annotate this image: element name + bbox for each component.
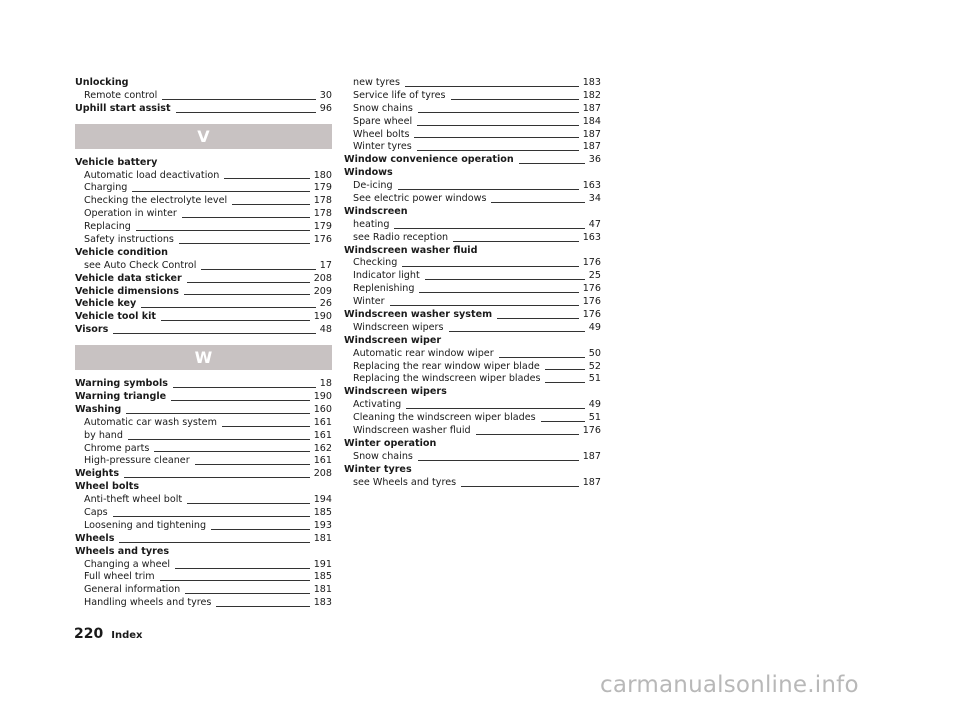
index-entry-sub [344, 90, 601, 103]
leader-line [160, 580, 310, 581]
leader-line [162, 99, 315, 100]
entry-page-number: 49 [588, 399, 601, 411]
leader-line [419, 292, 578, 293]
entry-label: De-icing [353, 180, 393, 192]
page-number: 220 [74, 626, 104, 642]
leader-line [173, 387, 316, 388]
entry-page-number: 161 [313, 416, 332, 428]
index-entry-sub [344, 412, 601, 425]
leader-line [449, 331, 585, 332]
index-entry-sub [344, 373, 601, 386]
index-entry-sub [75, 507, 332, 520]
entry-page-number: 176 [582, 283, 601, 295]
entry-page-number: 49 [588, 321, 601, 333]
leader-line [136, 230, 310, 231]
entry-page-number: 185 [313, 571, 332, 583]
entry-page-number: 163 [582, 180, 601, 192]
index-entry-sub [344, 451, 601, 464]
entry-page-number: 184 [582, 115, 601, 127]
entry-page-number: 181 [313, 532, 332, 544]
entry-label: Vehicle tool kit [75, 311, 156, 323]
entry-page-number: 26 [319, 298, 332, 310]
entry-label: Vehicle key [75, 298, 137, 310]
leader-line [132, 191, 309, 192]
leader-line [417, 125, 579, 126]
index-entry-sub [344, 348, 601, 361]
entry-label: see Radio reception [353, 231, 449, 243]
entry-label: Warning triangle [75, 391, 167, 403]
leader-line [394, 228, 584, 229]
leader-line [216, 606, 309, 607]
section-letter-band: W [75, 345, 332, 370]
entry-page-number: 161 [313, 455, 332, 467]
entry-page-number: 180 [313, 169, 332, 181]
index-heading: Windscreen wiper [344, 334, 442, 346]
entry-page-number: 96 [319, 102, 332, 114]
leader-line [425, 279, 585, 280]
leader-line [179, 243, 310, 244]
index-heading: Winter operation [344, 437, 437, 449]
index-heading: Wheels and tyres [75, 545, 170, 557]
section-letter-band: V [75, 124, 332, 149]
leader-line [406, 408, 585, 409]
index-entry-sub [75, 430, 332, 443]
entry-label: heating [353, 218, 390, 230]
entry-label: Indicator light [353, 270, 420, 282]
entry-label: Window convenience operation [344, 154, 514, 166]
leader-line [182, 217, 310, 218]
entry-label: Chrome parts [84, 442, 150, 454]
entry-page-number: 187 [582, 476, 601, 488]
leader-line [405, 86, 579, 87]
index-entry-sub [75, 90, 332, 103]
index-entry-main [344, 309, 601, 322]
index-entry-sub [344, 193, 601, 206]
leader-line [398, 189, 579, 190]
entry-label: Wheels [75, 532, 115, 544]
leader-line [187, 503, 310, 504]
index-entry-main [75, 324, 332, 337]
index-entry-main [75, 311, 332, 324]
entry-page-number: 48 [319, 324, 332, 336]
entry-label: Replacing the rear window wiper blade [353, 360, 540, 372]
index-entry-sub [75, 584, 332, 597]
index-entry-sub [344, 283, 601, 296]
index-entry-sub [344, 77, 601, 90]
index-entry-sub [75, 520, 332, 533]
leader-line [124, 477, 310, 478]
entry-page-number: 34 [588, 193, 601, 204]
entry-label: Loosening and tightening [84, 519, 207, 531]
index-entry-sub [344, 425, 601, 438]
entry-page-number: 17 [319, 259, 332, 271]
entry-page-number: 163 [582, 231, 601, 243]
index-entry-sub [344, 296, 601, 309]
index-heading: Windscreen washer fluid [344, 244, 478, 256]
entry-label: High-pressure cleaner [84, 455, 190, 467]
index-heading: Winter tyres [344, 463, 412, 475]
entry-page-number: 36 [588, 154, 601, 166]
index-entry-main [75, 298, 332, 311]
entry-label: Windscreen washer fluid [353, 425, 471, 437]
index-entry-sub [75, 208, 332, 221]
entry-label: Replacing [84, 221, 131, 233]
entry-label: Spare wheel [353, 115, 413, 127]
entry-label: Remote control [84, 89, 158, 101]
entry-label: Full wheel trim [84, 571, 155, 583]
entry-page-number: 18 [319, 378, 332, 390]
index-entry-sub [344, 180, 601, 193]
entry-label: Snow chains [353, 450, 413, 462]
index-heading: Windscreen wipers [344, 386, 447, 398]
leader-line [545, 382, 584, 383]
leader-line [126, 413, 309, 414]
entry-page-number: 191 [313, 558, 332, 570]
leader-line [461, 486, 579, 487]
entry-page-number: 51 [588, 412, 601, 424]
entry-page-number: 176 [582, 296, 601, 308]
entry-label: Automatic load deactivation [84, 169, 220, 181]
index-entry-sub [75, 455, 332, 468]
leader-line [232, 204, 310, 205]
entry-label: Checking [353, 257, 398, 269]
entry-label: General information [84, 584, 181, 596]
entry-page-number: 51 [588, 373, 601, 385]
index-entry-sub [344, 129, 601, 142]
index-entry-main [75, 273, 332, 286]
index-heading: Vehicle condition [75, 246, 168, 258]
index-entry-sub [75, 494, 332, 507]
entry-label: Checking the electrolyte level [84, 195, 228, 207]
entry-label: Service life of tyres [353, 89, 446, 101]
index-entry-sub [75, 195, 332, 208]
entry-page-number: 187 [582, 102, 601, 114]
index-entry-main [75, 404, 332, 417]
entry-page-number: 178 [313, 208, 332, 220]
index-entry-sub [344, 361, 601, 374]
entry-page-number: 190 [313, 311, 332, 323]
entry-label: new tyres [353, 76, 400, 88]
entry-label: Activating [353, 399, 402, 411]
index-entry-main [344, 154, 601, 167]
index-entry-main [75, 468, 332, 481]
leader-line [418, 112, 579, 113]
index-entry-sub [75, 572, 332, 585]
index-entry-sub [75, 559, 332, 572]
leader-line [113, 333, 315, 334]
leader-line [141, 307, 316, 308]
leader-line [545, 369, 585, 370]
leader-line [201, 269, 315, 270]
entry-label: Operation in winter [84, 208, 177, 220]
entry-page-number: 179 [313, 182, 332, 194]
page-footer [74, 626, 142, 646]
entry-page-number: 176 [582, 309, 601, 321]
leader-line [476, 434, 579, 435]
entry-label: Safety instructions [84, 234, 174, 245]
index-entry-sub [344, 257, 601, 270]
leader-line [390, 305, 579, 306]
entry-label: Washing [75, 403, 122, 415]
entry-page-number: 182 [582, 89, 601, 101]
entry-label: see Wheels and tyres [353, 476, 457, 488]
watermark-text: carmanualsonline.info [600, 672, 859, 698]
leader-line [224, 178, 309, 179]
index-entry-main [75, 378, 332, 391]
index-entry-sub [75, 182, 332, 195]
entry-label: Replacing the windscreen wiper blades [353, 373, 541, 385]
entry-label: Automatic car wash system [84, 416, 217, 428]
entry-label: Warning symbols [75, 378, 169, 390]
entry-page-number: 183 [313, 597, 332, 609]
index-heading: Windows [344, 167, 393, 179]
entry-page-number: 47 [588, 218, 601, 230]
entry-page-number: 181 [313, 584, 332, 596]
index-entry-sub [75, 234, 332, 247]
leader-line [161, 320, 310, 321]
index-entry-sub [75, 170, 332, 183]
entry-label: Weights [75, 468, 120, 480]
leader-line [171, 400, 310, 401]
index-heading: Vehicle battery [75, 156, 158, 168]
entry-label: Handling wheels and tyres [84, 597, 212, 609]
entry-page-number: 194 [313, 494, 332, 506]
leader-line [175, 568, 310, 569]
index-column-left [75, 77, 332, 610]
entry-label: Visors [75, 324, 109, 336]
index-entry-sub [75, 260, 332, 273]
leader-line [222, 426, 310, 427]
entry-label: Winter [353, 296, 385, 308]
entry-page-number: 187 [582, 141, 601, 153]
entry-label: Winter tyres [353, 141, 412, 153]
index-heading: Unlocking [75, 77, 129, 88]
entry-label: Replenishing [353, 283, 415, 295]
leader-line [176, 112, 316, 113]
entry-label: Vehicle dimensions [75, 285, 179, 297]
leader-line [499, 357, 585, 358]
entry-page-number: 178 [313, 195, 332, 207]
leader-line [414, 137, 578, 138]
leader-line [195, 464, 310, 465]
leader-line [451, 99, 579, 100]
entry-page-number: 50 [588, 347, 601, 359]
entry-label: Charging [84, 182, 128, 194]
leader-line [497, 318, 579, 319]
entry-label: see Auto Check Control [84, 259, 197, 271]
leader-line [491, 202, 584, 203]
entry-label: Cleaning the windscreen wiper blades [353, 412, 536, 424]
entry-page-number: 208 [313, 272, 332, 284]
index-entry-sub [344, 141, 601, 154]
entry-page-number: 190 [313, 391, 332, 403]
entry-page-number: 162 [313, 442, 332, 454]
index-entry-main [75, 391, 332, 404]
leader-line [154, 451, 309, 452]
leader-line [187, 282, 310, 283]
index-entry-sub [344, 219, 601, 232]
entry-page-number: 160 [313, 403, 332, 415]
entry-label: Windscreen washer system [344, 309, 493, 321]
leader-line [119, 542, 309, 543]
index-entry-main [75, 286, 332, 299]
entry-label: Changing a wheel [84, 558, 171, 570]
entry-label: See electric power windows [353, 193, 487, 204]
entry-page-number: 161 [313, 429, 332, 441]
index-entry-sub [75, 443, 332, 456]
leader-line [184, 294, 310, 295]
index-entry-sub [344, 399, 601, 412]
entry-page-number: 209 [313, 285, 332, 297]
leader-line [185, 593, 309, 594]
index-entry-sub [344, 116, 601, 129]
leader-line [128, 439, 310, 440]
entry-page-number: 187 [582, 128, 601, 140]
entry-label: Automatic rear window wiper [353, 347, 494, 359]
entry-label: Anti-theft wheel bolt [84, 494, 183, 506]
entry-label: Caps [84, 507, 108, 519]
entry-page-number: 52 [588, 360, 601, 372]
leader-line [418, 460, 579, 461]
leader-line [417, 150, 579, 151]
entry-page-number: 25 [588, 270, 601, 282]
leader-line [541, 421, 585, 422]
leader-line [519, 163, 585, 164]
entry-page-number: 176 [313, 234, 332, 245]
index-entry-sub [75, 597, 332, 610]
entry-page-number: 183 [582, 76, 601, 88]
index-heading: Wheel bolts [75, 481, 140, 493]
index-entry-sub [344, 270, 601, 283]
leader-line [211, 529, 310, 530]
index-column-right [344, 77, 601, 490]
entry-label: Snow chains [353, 102, 413, 114]
index-entry-sub [344, 322, 601, 335]
leader-line [453, 241, 579, 242]
index-entry-sub [344, 103, 601, 116]
leader-line [113, 516, 310, 517]
entry-page-number: 176 [582, 257, 601, 269]
index-entry-sub [75, 417, 332, 430]
entry-label: Windscreen wipers [353, 321, 444, 333]
entry-page-number: 208 [313, 468, 332, 480]
entry-page-number: 179 [313, 221, 332, 233]
leader-line [402, 266, 578, 267]
entry-label: Uphill start assist [75, 102, 171, 114]
index-heading: Windscreen [344, 205, 408, 217]
index-entry-sub [75, 221, 332, 234]
entry-page-number: 193 [313, 519, 332, 531]
entry-page-number: 187 [582, 450, 601, 462]
index-entry-sub [344, 477, 601, 490]
index-entry-sub [344, 232, 601, 245]
entry-page-number: 176 [582, 425, 601, 437]
entry-label: by hand [84, 429, 123, 441]
entry-page-number: 30 [319, 89, 332, 101]
entry-label: Vehicle data sticker [75, 272, 182, 284]
footer-section-title: Index [111, 630, 143, 641]
index-entry-main [75, 533, 332, 546]
entry-page-number: 185 [313, 507, 332, 519]
index-entry-main [75, 103, 332, 116]
entry-label: Wheel bolts [353, 128, 410, 140]
